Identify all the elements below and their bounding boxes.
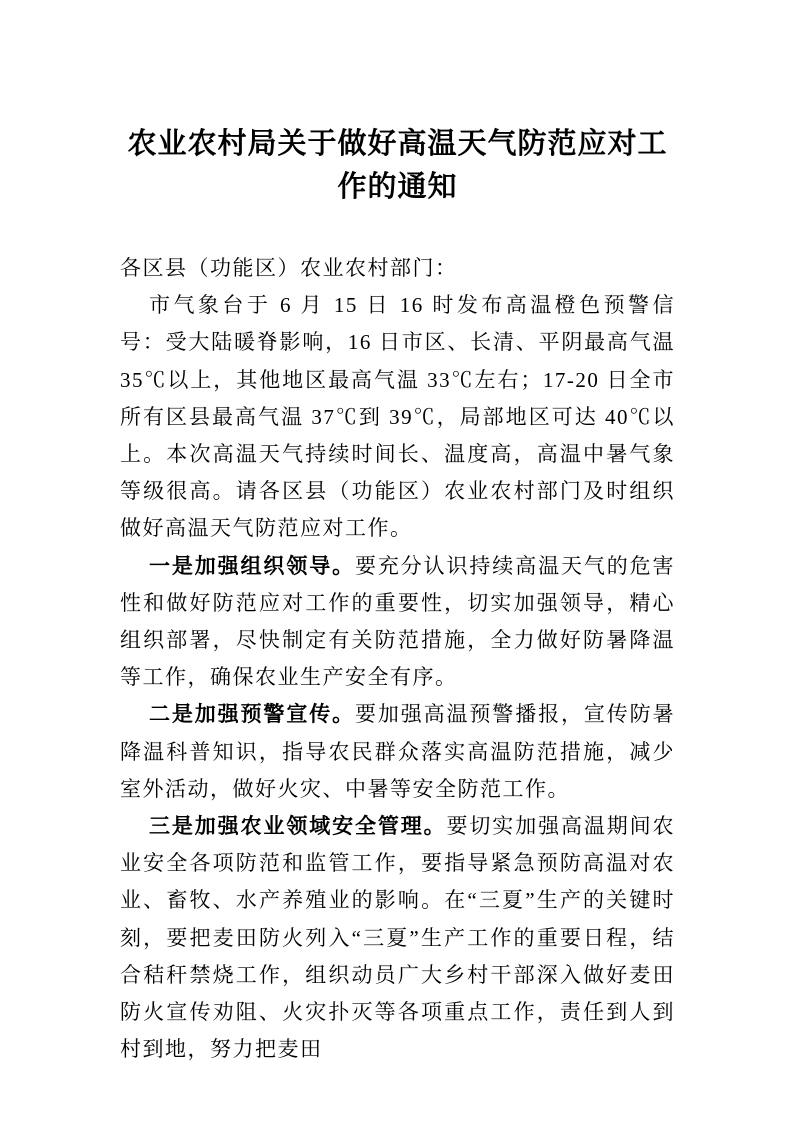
paragraph-text: 市气象台于 6 月 15 日 16 时发布高温橙色预警信号：受大陆暖脊影响，16 日市区、长清、平阴最高气温 35℃以上，其他地区最高气温 33℃左右；17-20 日全市所有区县最高气温 37℃到 39℃，局部地区可达 40℃以上。本次高温天气持续时间长、温度高，高温中暑气象等级很高。请各区县（功能区）农业农村部门及时组织做好高温天气防范应对工作。	[120, 293, 675, 541]
paragraph-lead: 二是加强预警宣传。	[149, 703, 355, 727]
paragraph-lead: 一是加强组织领导。	[149, 554, 355, 578]
document-title: 农业农村局关于做好高温天气防范应对工作的通知	[127, 128, 668, 203]
document-content	[120, 0, 675, 1068]
paragraph-text: 要充分认识持续高温天气的危害性和做好防范应对工作的重要性，切实加强领导，精心组织部署，尽快制定有关防范措施，全力做好防暑降温等工作，确保农业生产安全有序。	[120, 553, 676, 690]
salutation: 各区县（功能区）农业农村部门：	[120, 256, 458, 280]
paragraph-intro	[120, 287, 675, 547]
paragraph-point-2	[120, 696, 675, 808]
document-body	[120, 250, 675, 1068]
paragraph-lead: 三是加强农业领域安全管理。	[149, 815, 447, 839]
paragraph-text: 要切实加强高温期间农业安全各项防范和监管工作，要指导紧急预防高温对农业、畜牧、水产养殖业的影响。在“三夏”生产的关键时刻，要把麦田防火列入“三夏”生产工作的重要日程，结合秸秆禁烧工作，组织动员广大乡村干部深入做好麦田防火宣传劝阻、火灾扑灭等各项重点工作，责任到人到村到地，努力把麦田	[120, 814, 676, 1062]
paragraph-point-1	[120, 548, 675, 697]
paragraph-point-3	[120, 808, 675, 1068]
paragraph-text: 要加强高温预警播报，宣传防暑降温科普知识，指导农民群众落实高温防范措施，减少室外活动，做好火灾、中暑等安全防范工作。	[120, 702, 676, 801]
